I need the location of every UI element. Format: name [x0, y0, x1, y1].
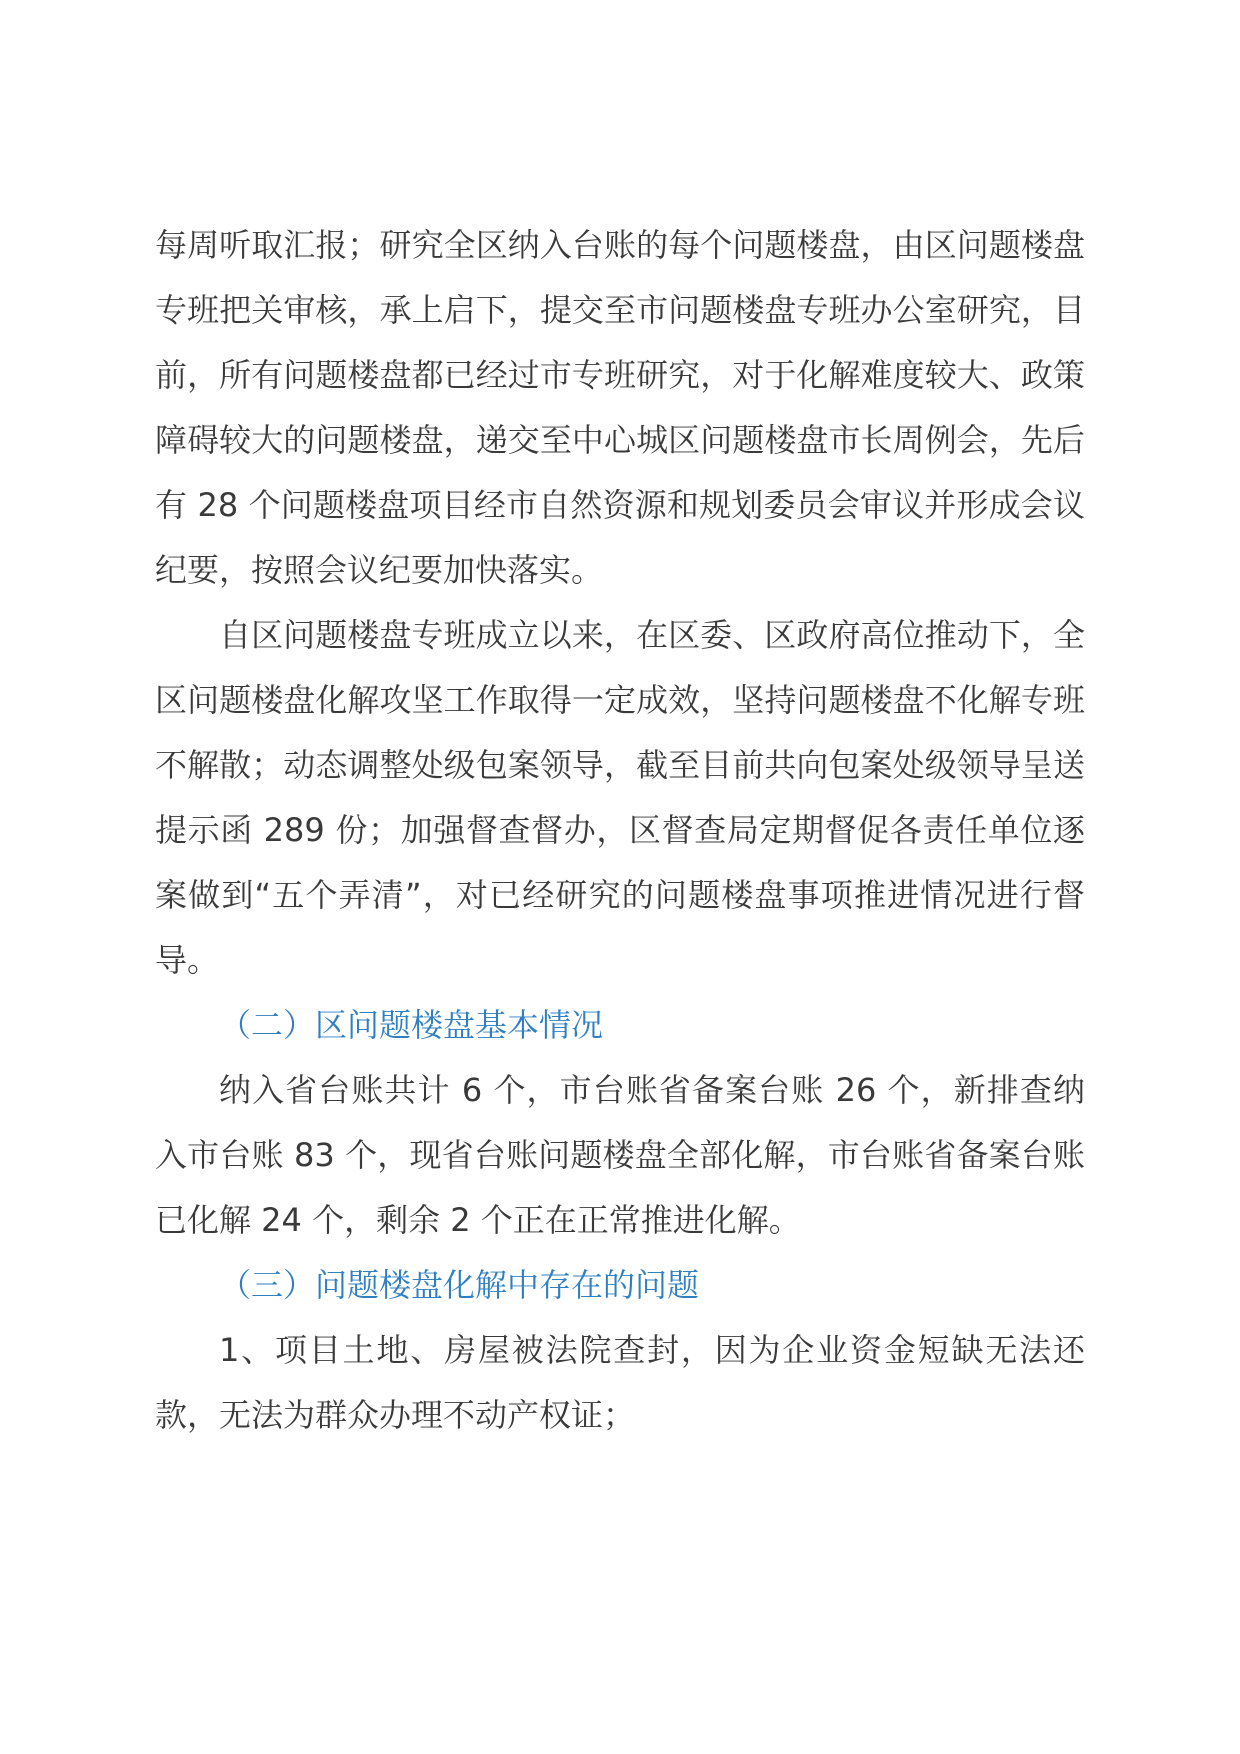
paragraph-ledger-statistics: 纳入省台账共计 6 个，市台账省备案台账 26 个，新排查纳入市台账 83 个，现省台账问题楼盘全部化解，市台账省备案台账已化解 24 个，剩余 2 个正在正常推进化解。 [155, 1071, 1085, 1239]
paragraph-problem-item-1: 1、项目土地、房屋被法院查封，因为企业资金短缺无法还款，无法为群众办理不动产权证； [155, 1331, 1085, 1434]
section-heading-basic-situation: （二）区问题楼盘基本情况 [219, 1006, 604, 1044]
paragraph-weekly-report: 每周听取汇报；研究全区纳入台账的每个问题楼盘，由区问题楼盘专班把关审核，承上启下，提交至市问题楼盘专班办公室研究，目前，所有问题楼盘都已经过市专班研究，对于化解难度较大、政策障碍较大的问题楼盘，递交至中心城区问题楼盘市长周例会，先后有 28 个问题楼盘项目经市自然资源和规划委员会审议并形成会议纪要，按照会议纪要加快落实。 [155, 226, 1085, 589]
section-heading-existing-problems: （三）问题楼盘化解中存在的问题 [219, 1266, 700, 1304]
document-page [155, 213, 1085, 1448]
paragraph-task-force-results: 自区问题楼盘专班成立以来，在区委、区政府高位推动下，全区问题楼盘化解攻坚工作取得一定成效，坚持问题楼盘不化解专班不解散；动态调整处级包案领导，截至目前共向包案处级领导呈送提示函 289 份；加强督查督办，区督查局定期督促各责任单位逐案做到“五个弄清”，对已经研究的问题楼盘事项推进情况进行督导。 [155, 616, 1085, 979]
